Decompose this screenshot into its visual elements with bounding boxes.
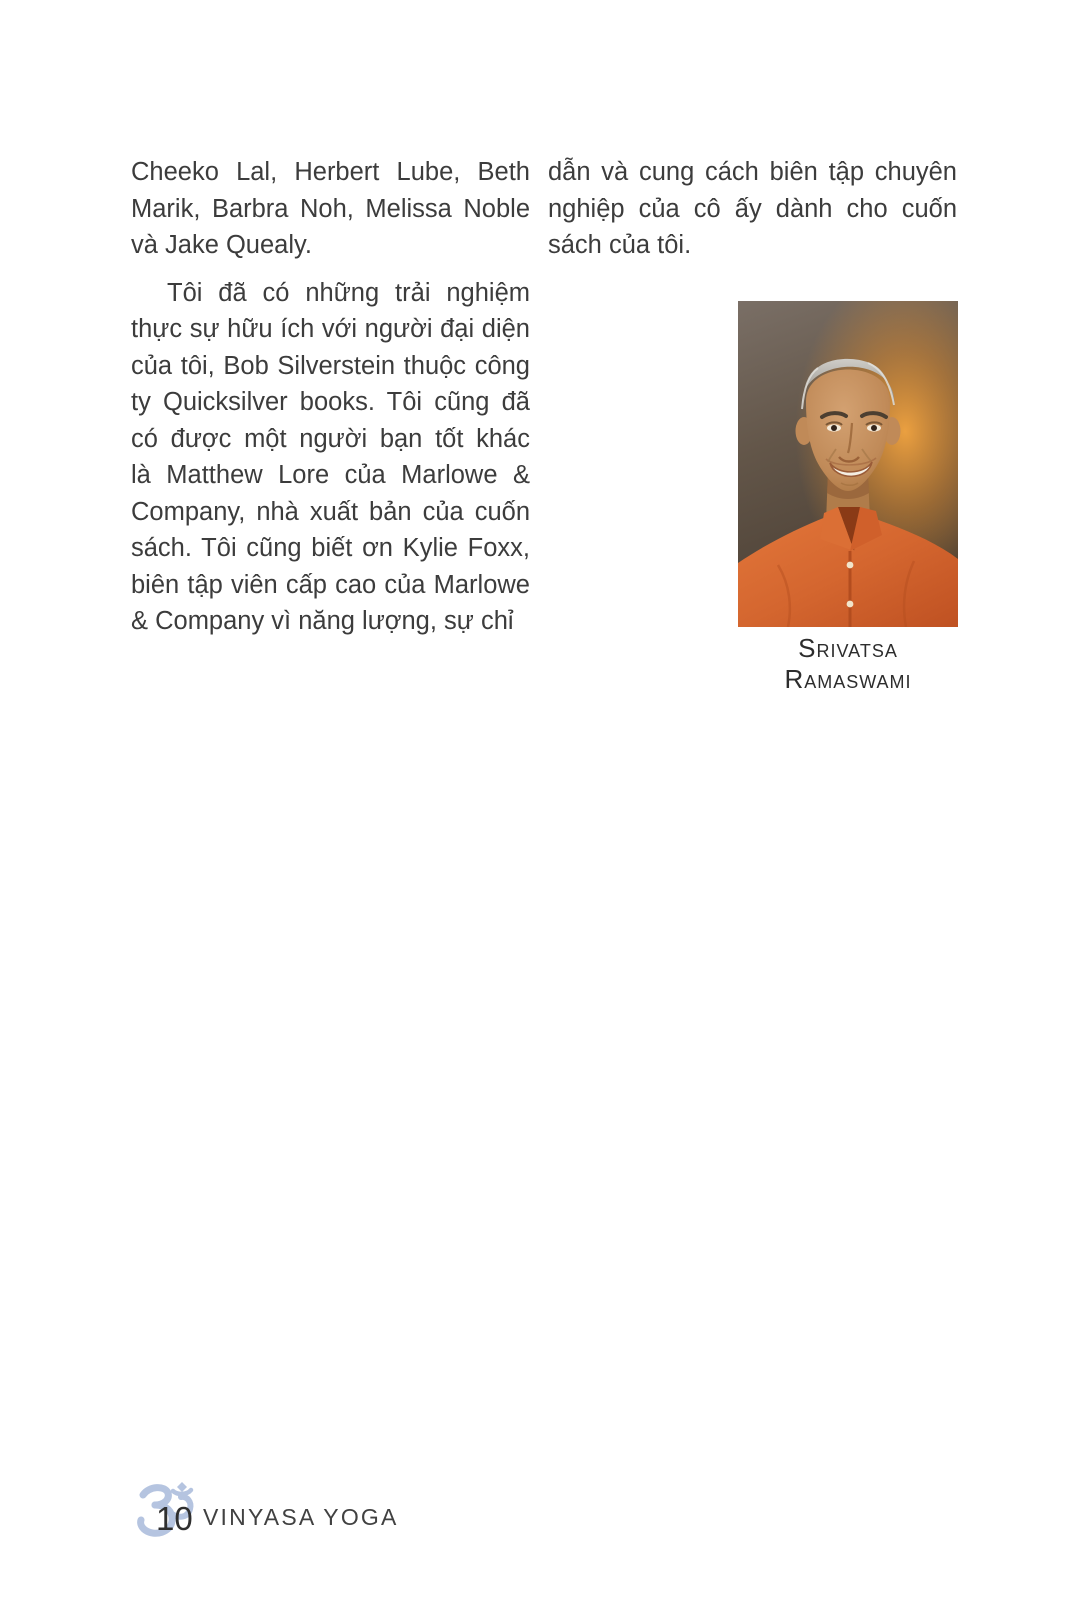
text-line: là Matthew Lore của Marlowe & [131,461,530,489]
text-column-right [548,154,957,264]
text-line: ty Quicksilver books. Tôi cũng đã [131,388,530,416]
text-line: & Company vì năng lượng, sự chỉ [131,607,514,635]
text-line: của tôi, Bob Silverstein thuộc công [131,351,530,380]
text-line: dẫn và cung cách biên tập chuyên [548,158,957,186]
text-line: thực sự hữu ích với người đại diện [131,315,530,343]
text-line: biên tập viên cấp cao của Marlowe [131,570,530,599]
photo-caption: Srivatsa Ramaswami [784,633,912,694]
text-line: nghiệp của cô ấy dành cho cuốn [548,194,957,223]
text-line: Tôi đã có những trải nghiệm [167,278,530,307]
text-line: Cheeko Lal, Herbert Lube, Beth [131,158,530,186]
text-line: Company, nhà xuất bản của cuốn [131,497,530,526]
text-line: sách của tôi. [548,231,692,259]
author-portrait-photo [738,301,958,627]
text-line: có được một người bạn tốt khác [131,424,530,453]
text-column-left [131,154,530,640]
paragraph [548,154,957,264]
paragraph [131,154,530,264]
book-title: VINYASA YOGA [203,1504,399,1530]
author-photo-block [738,301,958,695]
page-footer [131,1481,451,1541]
text-line: sách. Tôi cũng biết ơn Kylie Foxx, [131,534,530,562]
text-line: và Jake Quealy. [131,231,312,259]
portrait-illustration [738,301,958,627]
page-number: 10 [156,1500,193,1537]
paragraph [131,275,530,640]
text-line: Marik, Barbra Noh, Melissa Noble [131,194,530,223]
